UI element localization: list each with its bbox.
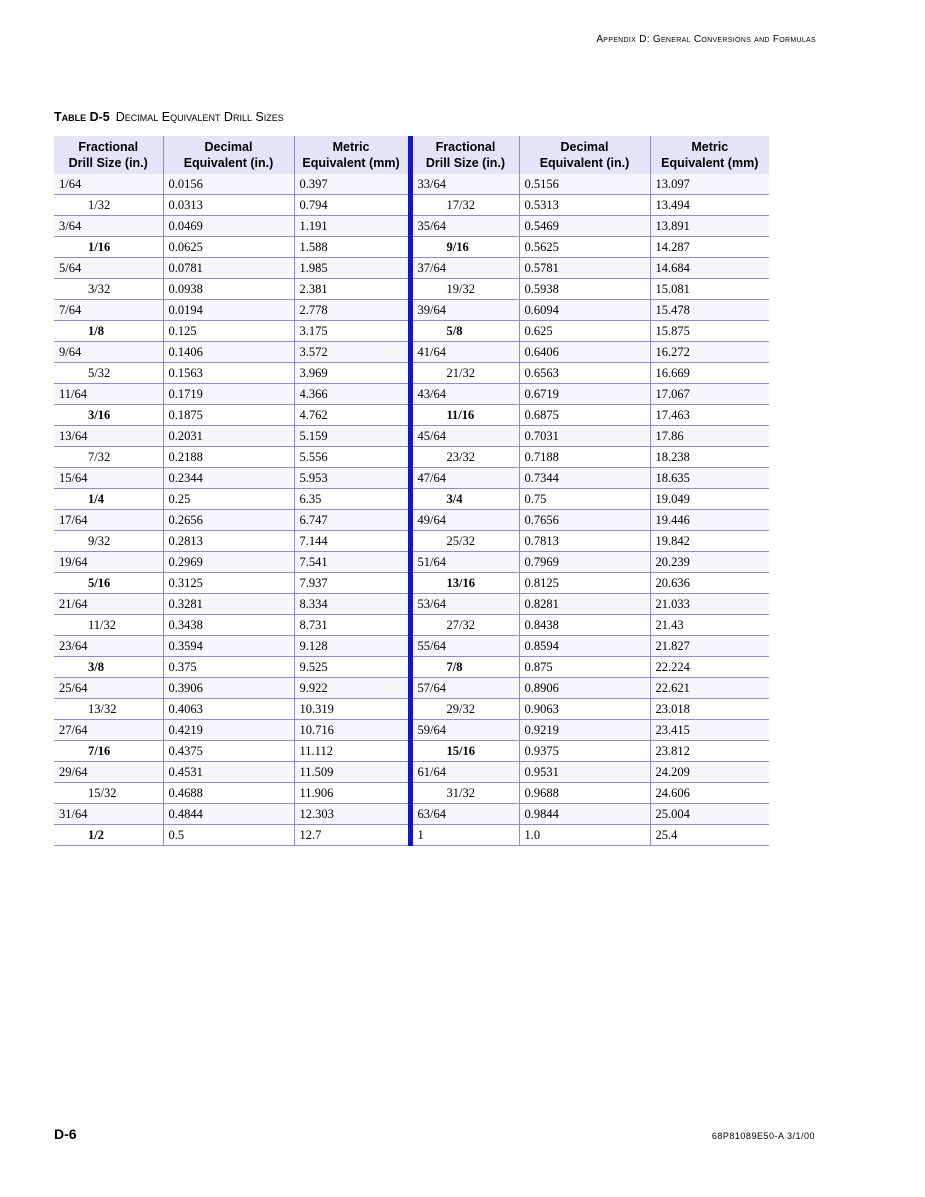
table-row	[54, 720, 769, 741]
metric-right-cell: 22.621	[650, 678, 769, 699]
decimal-left-cell: 0.3438	[163, 615, 294, 636]
metric-left-cell: 8.731	[294, 615, 410, 636]
metric-right-cell: 21.43	[650, 615, 769, 636]
fraction-left-cell: 7/32	[54, 447, 163, 468]
decimal-right-cell: 0.7188	[519, 447, 650, 468]
decimal-left-cell: 0.125	[163, 321, 294, 342]
decimal-right-cell: 0.5156	[519, 174, 650, 195]
drill-size-table	[54, 136, 769, 846]
metric-left-cell: 8.334	[294, 594, 410, 615]
metric-left-cell: 7.937	[294, 573, 410, 594]
fraction-right-cell: 41/64	[410, 342, 519, 363]
metric-left-cell: 5.556	[294, 447, 410, 468]
decimal-right-cell: 0.7969	[519, 552, 650, 573]
metric-right-cell: 20.636	[650, 573, 769, 594]
decimal-left-cell: 0.25	[163, 489, 294, 510]
fraction-right-cell: 57/64	[410, 678, 519, 699]
fraction-left-cell: 11/64	[54, 384, 163, 405]
metric-right-cell: 15.478	[650, 300, 769, 321]
decimal-right-cell: 0.8281	[519, 594, 650, 615]
decimal-left-cell: 0.4844	[163, 804, 294, 825]
fraction-right-cell: 55/64	[410, 636, 519, 657]
table-row	[54, 258, 769, 279]
metric-right-cell: 15.875	[650, 321, 769, 342]
metric-right-cell: 17.86	[650, 426, 769, 447]
metric-right-cell: 13.097	[650, 174, 769, 195]
fraction-left-cell: 3/32	[54, 279, 163, 300]
header-decimal-left: Decimal Equivalent (in.)	[163, 136, 294, 174]
table-row	[54, 552, 769, 573]
table-row	[54, 405, 769, 426]
metric-left-cell: 7.541	[294, 552, 410, 573]
fraction-left-cell: 3/8	[54, 657, 163, 678]
decimal-left-cell: 0.4531	[163, 762, 294, 783]
metric-right-cell: 25.004	[650, 804, 769, 825]
fraction-right-cell: 35/64	[410, 216, 519, 237]
metric-left-cell: 6.747	[294, 510, 410, 531]
fraction-right-cell: 17/32	[410, 195, 519, 216]
metric-right-cell: 19.446	[650, 510, 769, 531]
metric-right-cell: 24.606	[650, 783, 769, 804]
decimal-left-cell: 0.0781	[163, 258, 294, 279]
fraction-left-cell: 1/16	[54, 237, 163, 258]
fraction-right-cell: 51/64	[410, 552, 519, 573]
metric-right-cell: 21.033	[650, 594, 769, 615]
fraction-left-cell: 1/2	[54, 825, 163, 846]
decimal-right-cell: 0.875	[519, 657, 650, 678]
fraction-left-cell: 31/64	[54, 804, 163, 825]
decimal-right-cell: 0.9688	[519, 783, 650, 804]
header-metric-right: Metric Equivalent (mm)	[650, 136, 769, 174]
decimal-right-cell: 0.8125	[519, 573, 650, 594]
table-row	[54, 825, 769, 846]
metric-right-cell: 13.891	[650, 216, 769, 237]
metric-left-cell: 7.144	[294, 531, 410, 552]
decimal-left-cell: 0.1563	[163, 363, 294, 384]
fraction-left-cell: 13/64	[54, 426, 163, 447]
metric-right-cell: 17.067	[650, 384, 769, 405]
metric-left-cell: 9.525	[294, 657, 410, 678]
fraction-right-cell: 31/32	[410, 783, 519, 804]
metric-left-cell: 1.588	[294, 237, 410, 258]
fraction-left-cell: 17/64	[54, 510, 163, 531]
fraction-right-cell: 3/4	[410, 489, 519, 510]
table-row	[54, 594, 769, 615]
decimal-right-cell: 0.5625	[519, 237, 650, 258]
metric-left-cell: 3.572	[294, 342, 410, 363]
fraction-left-cell: 3/64	[54, 216, 163, 237]
fraction-right-cell: 49/64	[410, 510, 519, 531]
fraction-right-cell: 13/16	[410, 573, 519, 594]
fraction-right-cell: 59/64	[410, 720, 519, 741]
header-fractional-left: Fractional Drill Size (in.)	[54, 136, 163, 174]
decimal-right-cell: 0.75	[519, 489, 650, 510]
metric-left-cell: 2.381	[294, 279, 410, 300]
table-row	[54, 657, 769, 678]
table-title: Decimal Equivalent Drill Sizes	[115, 110, 284, 124]
fraction-left-cell: 27/64	[54, 720, 163, 741]
decimal-right-cell: 0.6094	[519, 300, 650, 321]
fraction-left-cell: 9/32	[54, 531, 163, 552]
fraction-right-cell: 29/32	[410, 699, 519, 720]
fraction-right-cell: 27/32	[410, 615, 519, 636]
fraction-left-cell: 13/32	[54, 699, 163, 720]
metric-left-cell: 11.906	[294, 783, 410, 804]
decimal-right-cell: 0.6406	[519, 342, 650, 363]
table-row	[54, 342, 769, 363]
fraction-right-cell: 45/64	[410, 426, 519, 447]
table-row	[54, 468, 769, 489]
table-row	[54, 741, 769, 762]
decimal-right-cell: 0.7656	[519, 510, 650, 531]
metric-left-cell: 9.922	[294, 678, 410, 699]
table-row	[54, 279, 769, 300]
fraction-left-cell: 15/32	[54, 783, 163, 804]
metric-right-cell: 23.415	[650, 720, 769, 741]
fraction-right-cell: 43/64	[410, 384, 519, 405]
fraction-right-cell: 15/16	[410, 741, 519, 762]
fraction-right-cell: 1	[410, 825, 519, 846]
decimal-right-cell: 0.7344	[519, 468, 650, 489]
fraction-left-cell: 15/64	[54, 468, 163, 489]
metric-right-cell: 19.842	[650, 531, 769, 552]
metric-left-cell: 1.985	[294, 258, 410, 279]
metric-left-cell: 12.7	[294, 825, 410, 846]
fraction-left-cell: 7/16	[54, 741, 163, 762]
decimal-right-cell: 0.5938	[519, 279, 650, 300]
metric-right-cell: 21.827	[650, 636, 769, 657]
fraction-left-cell: 29/64	[54, 762, 163, 783]
decimal-left-cell: 0.3281	[163, 594, 294, 615]
table-row	[54, 216, 769, 237]
metric-right-cell: 23.018	[650, 699, 769, 720]
fraction-left-cell: 9/64	[54, 342, 163, 363]
table-row	[54, 384, 769, 405]
metric-right-cell: 20.239	[650, 552, 769, 573]
table-header-row	[54, 136, 769, 174]
metric-right-cell: 17.463	[650, 405, 769, 426]
decimal-left-cell: 0.3906	[163, 678, 294, 699]
table-row	[54, 195, 769, 216]
metric-right-cell: 25.4	[650, 825, 769, 846]
table-row	[54, 783, 769, 804]
decimal-left-cell: 0.2188	[163, 447, 294, 468]
decimal-right-cell: 0.6563	[519, 363, 650, 384]
fraction-left-cell: 5/16	[54, 573, 163, 594]
document-id: 68P81089E50-A 3/1/00	[711, 1131, 815, 1141]
metric-right-cell: 24.209	[650, 762, 769, 783]
fraction-right-cell: 23/32	[410, 447, 519, 468]
decimal-right-cell: 0.9375	[519, 741, 650, 762]
decimal-right-cell: 0.9844	[519, 804, 650, 825]
decimal-left-cell: 0.0313	[163, 195, 294, 216]
decimal-right-cell: 0.9531	[519, 762, 650, 783]
fraction-right-cell: 25/32	[410, 531, 519, 552]
decimal-left-cell: 0.2969	[163, 552, 294, 573]
metric-right-cell: 14.684	[650, 258, 769, 279]
decimal-left-cell: 0.3125	[163, 573, 294, 594]
decimal-left-cell: 0.0938	[163, 279, 294, 300]
metric-left-cell: 11.509	[294, 762, 410, 783]
metric-right-cell: 18.238	[650, 447, 769, 468]
decimal-left-cell: 0.0194	[163, 300, 294, 321]
decimal-right-cell: 0.8906	[519, 678, 650, 699]
table-row	[54, 489, 769, 510]
page-number: D-6	[54, 1126, 77, 1142]
decimal-right-cell: 0.5313	[519, 195, 650, 216]
fraction-left-cell: 5/64	[54, 258, 163, 279]
decimal-right-cell: 0.7813	[519, 531, 650, 552]
metric-left-cell: 5.953	[294, 468, 410, 489]
fraction-right-cell: 53/64	[410, 594, 519, 615]
metric-left-cell: 0.794	[294, 195, 410, 216]
fraction-right-cell: 61/64	[410, 762, 519, 783]
fraction-right-cell: 47/64	[410, 468, 519, 489]
fraction-left-cell: 1/8	[54, 321, 163, 342]
metric-left-cell: 10.716	[294, 720, 410, 741]
decimal-left-cell: 0.0625	[163, 237, 294, 258]
fraction-right-cell: 63/64	[410, 804, 519, 825]
metric-right-cell: 19.049	[650, 489, 769, 510]
metric-left-cell: 2.778	[294, 300, 410, 321]
fraction-right-cell: 37/64	[410, 258, 519, 279]
decimal-left-cell: 0.1406	[163, 342, 294, 363]
metric-right-cell: 23.812	[650, 741, 769, 762]
table-number: Table D-5	[54, 110, 110, 124]
fraction-right-cell: 19/32	[410, 279, 519, 300]
metric-left-cell: 5.159	[294, 426, 410, 447]
metric-left-cell: 11.112	[294, 741, 410, 762]
decimal-left-cell: 0.0156	[163, 174, 294, 195]
fraction-right-cell: 5/8	[410, 321, 519, 342]
fraction-left-cell: 19/64	[54, 552, 163, 573]
decimal-right-cell: 0.9063	[519, 699, 650, 720]
table-row	[54, 363, 769, 384]
table-row	[54, 678, 769, 699]
fraction-right-cell: 21/32	[410, 363, 519, 384]
metric-right-cell: 14.287	[650, 237, 769, 258]
decimal-left-cell: 0.1875	[163, 405, 294, 426]
decimal-right-cell: 0.7031	[519, 426, 650, 447]
header-metric-left: Metric Equivalent (mm)	[294, 136, 410, 174]
fraction-right-cell: 39/64	[410, 300, 519, 321]
table-caption	[54, 110, 284, 124]
metric-right-cell: 22.224	[650, 657, 769, 678]
decimal-left-cell: 0.375	[163, 657, 294, 678]
fraction-left-cell: 5/32	[54, 363, 163, 384]
fraction-left-cell: 25/64	[54, 678, 163, 699]
metric-left-cell: 9.128	[294, 636, 410, 657]
table-row	[54, 510, 769, 531]
decimal-right-cell: 0.6719	[519, 384, 650, 405]
table-row	[54, 615, 769, 636]
decimal-right-cell: 1.0	[519, 825, 650, 846]
decimal-left-cell: 0.2344	[163, 468, 294, 489]
table-row	[54, 300, 769, 321]
metric-left-cell: 4.366	[294, 384, 410, 405]
metric-left-cell: 6.35	[294, 489, 410, 510]
decimal-left-cell: 0.2813	[163, 531, 294, 552]
metric-left-cell: 12.303	[294, 804, 410, 825]
header-fractional-right: Fractional Drill Size (in.)	[410, 136, 519, 174]
decimal-right-cell: 0.8594	[519, 636, 650, 657]
decimal-left-cell: 0.0469	[163, 216, 294, 237]
table-row	[54, 636, 769, 657]
fraction-right-cell: 33/64	[410, 174, 519, 195]
decimal-left-cell: 0.4063	[163, 699, 294, 720]
decimal-left-cell: 0.4219	[163, 720, 294, 741]
table-row	[54, 174, 769, 195]
metric-left-cell: 3.969	[294, 363, 410, 384]
metric-right-cell: 16.669	[650, 363, 769, 384]
fraction-right-cell: 11/16	[410, 405, 519, 426]
decimal-left-cell: 0.2656	[163, 510, 294, 531]
decimal-right-cell: 0.5781	[519, 258, 650, 279]
decimal-left-cell: 0.1719	[163, 384, 294, 405]
fraction-left-cell: 1/64	[54, 174, 163, 195]
metric-left-cell: 3.175	[294, 321, 410, 342]
fraction-left-cell: 1/32	[54, 195, 163, 216]
fraction-left-cell: 23/64	[54, 636, 163, 657]
decimal-right-cell: 0.6875	[519, 405, 650, 426]
running-head: Appendix D: General Conversions and Formulas	[596, 34, 816, 45]
metric-right-cell: 18.635	[650, 468, 769, 489]
metric-right-cell: 13.494	[650, 195, 769, 216]
decimal-right-cell: 0.5469	[519, 216, 650, 237]
metric-right-cell: 15.081	[650, 279, 769, 300]
decimal-left-cell: 0.2031	[163, 426, 294, 447]
table-row	[54, 762, 769, 783]
fraction-left-cell: 1/4	[54, 489, 163, 510]
metric-right-cell: 16.272	[650, 342, 769, 363]
table-row	[54, 804, 769, 825]
decimal-left-cell: 0.3594	[163, 636, 294, 657]
metric-left-cell: 10.319	[294, 699, 410, 720]
fraction-left-cell: 11/32	[54, 615, 163, 636]
fraction-left-cell: 7/64	[54, 300, 163, 321]
decimal-right-cell: 0.9219	[519, 720, 650, 741]
table-row	[54, 573, 769, 594]
decimal-right-cell: 0.8438	[519, 615, 650, 636]
fraction-right-cell: 9/16	[410, 237, 519, 258]
table-row	[54, 531, 769, 552]
decimal-left-cell: 0.4688	[163, 783, 294, 804]
metric-left-cell: 0.397	[294, 174, 410, 195]
fraction-left-cell: 21/64	[54, 594, 163, 615]
metric-left-cell: 4.762	[294, 405, 410, 426]
fraction-left-cell: 3/16	[54, 405, 163, 426]
decimal-left-cell: 0.5	[163, 825, 294, 846]
table-row	[54, 237, 769, 258]
header-decimal-right: Decimal Equivalent (in.)	[519, 136, 650, 174]
table-row	[54, 426, 769, 447]
decimal-left-cell: 0.4375	[163, 741, 294, 762]
table-row	[54, 447, 769, 468]
table-row	[54, 699, 769, 720]
table-row	[54, 321, 769, 342]
decimal-right-cell: 0.625	[519, 321, 650, 342]
metric-left-cell: 1.191	[294, 216, 410, 237]
fraction-right-cell: 7/8	[410, 657, 519, 678]
